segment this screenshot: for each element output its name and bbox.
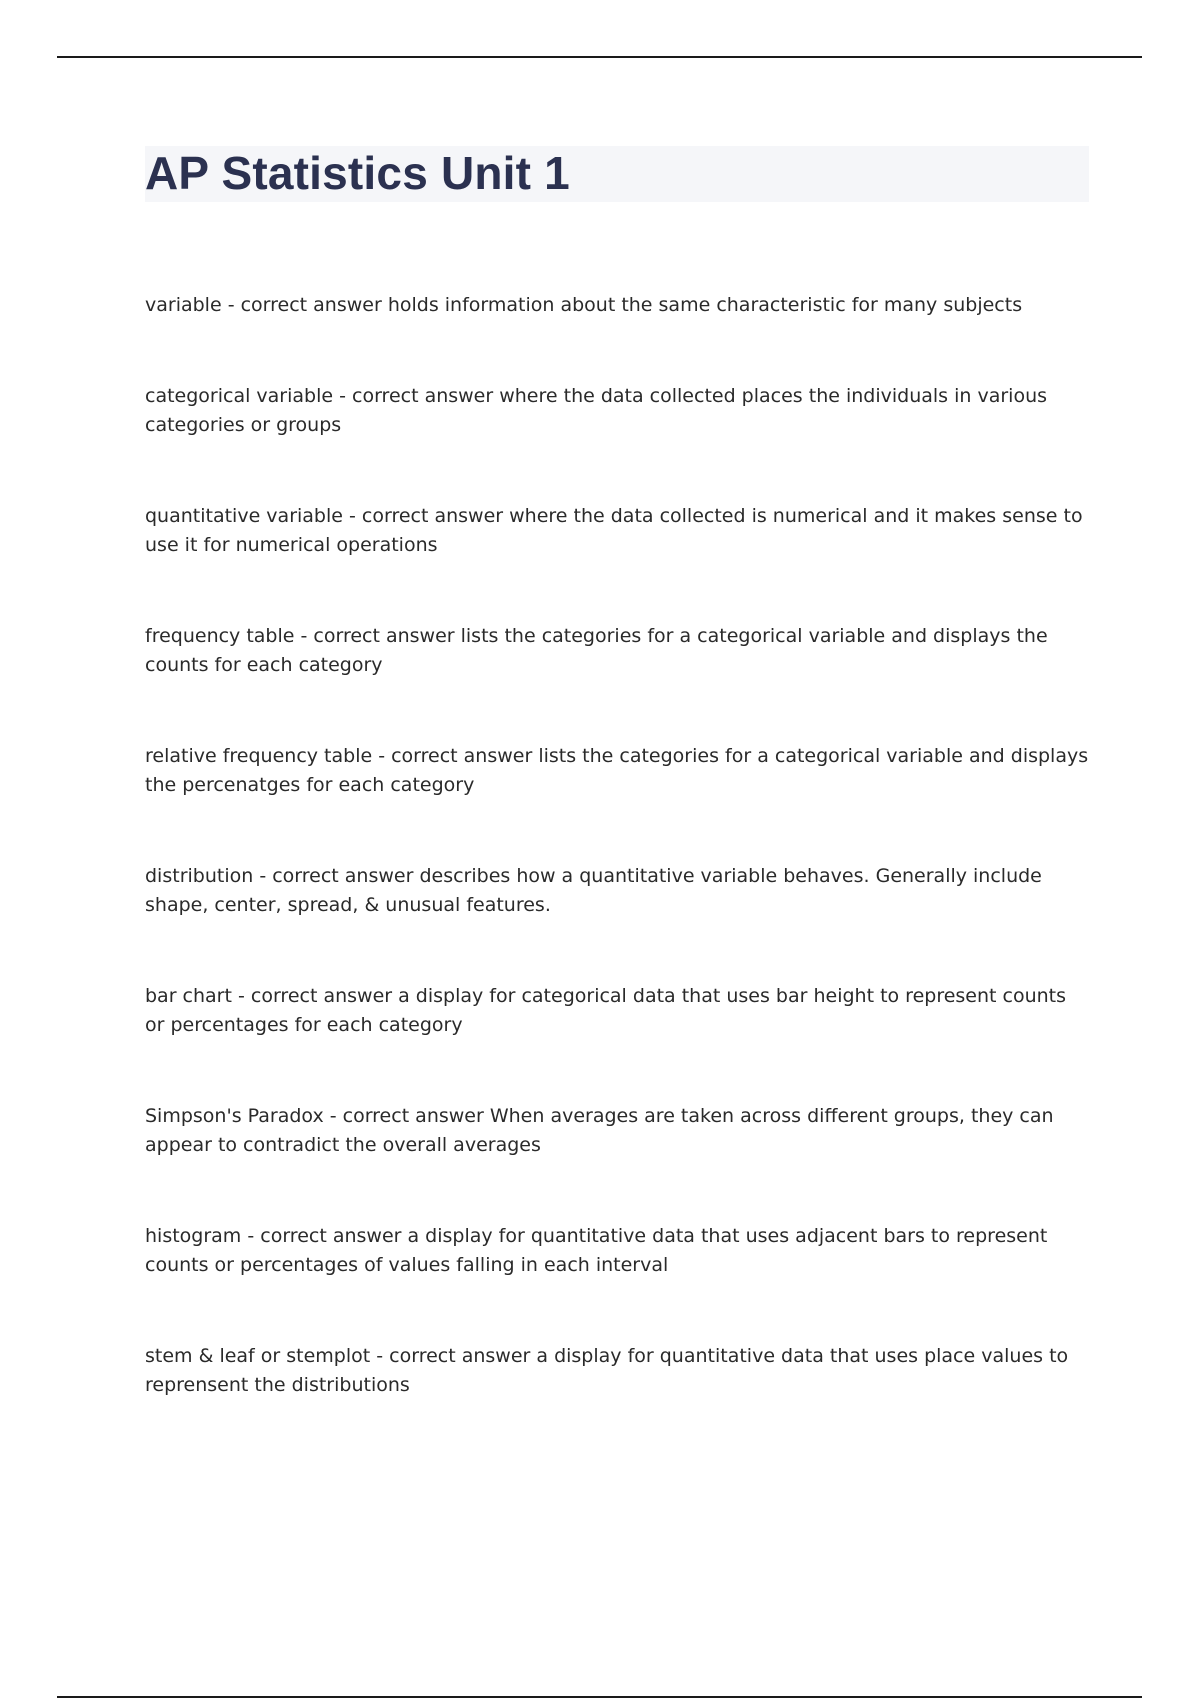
page-title: AP Statistics Unit 1	[145, 147, 570, 199]
definition-entry-histogram: histogram - correct answer a display for quantitative data that uses adjacent bars to represent counts or percentages of values falling in each interval	[145, 1225, 1048, 1276]
definition-entry-distribution: distribution - correct answer describes how a quantitative variable behaves. Generally include shape, center, spread, & unusual features.	[145, 865, 1042, 916]
definition-entry-relative-frequency-table: relative frequency table - correct answer lists the categories for a categorical variable and displays the percenatges for each category	[145, 745, 1089, 796]
bottom-rule	[57, 1696, 1142, 1698]
definition-entry-bar-chart: bar chart - correct answer a display for categorical data that uses bar height to represent counts or percentages for each category	[145, 985, 1067, 1036]
definition-entry-quantitative-variable: quantitative variable - correct answer where the data collected is numerical and it makes sense to use it for numerical operations	[145, 505, 1083, 556]
definition-entry-stemplot: stem & leaf or stemplot - correct answer a display for quantitative data that uses place values to reprensent the distributions	[145, 1345, 1069, 1396]
top-rule	[57, 56, 1142, 58]
definition-entry-simpsons-paradox: Simpson's Paradox - correct answer When averages are taken across different groups, they can appear to contradict the overall averages	[145, 1105, 1054, 1156]
definition-entry-variable: variable - correct answer holds information about the same characteristic for many subjects	[145, 294, 1023, 316]
definition-entry-categorical-variable: categorical variable - correct answer where the data collected places the individuals in various categories or groups	[145, 385, 1048, 436]
definition-entry-frequency-table: frequency table - correct answer lists the categories for a categorical variable and displays the counts for each category	[145, 625, 1048, 676]
